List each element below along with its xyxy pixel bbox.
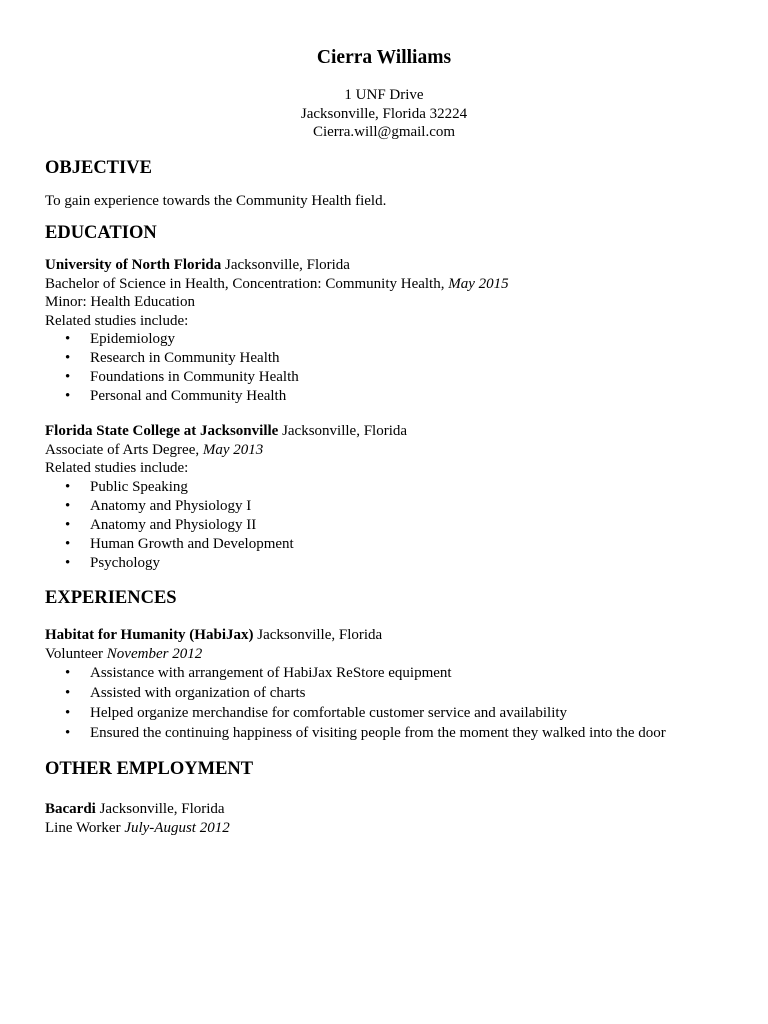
course-list	[45, 330, 735, 406]
degree-text: Associate of Arts Degree,	[45, 441, 203, 458]
list-item: • Research in Community Health	[45, 349, 735, 368]
org-location: Jacksonville, Florida	[253, 627, 383, 643]
school-name: University of North Florida	[45, 257, 222, 273]
experiences-heading: EXPERIENCES	[45, 588, 177, 608]
education-entry-fscj	[45, 422, 735, 573]
role-line	[45, 645, 735, 664]
resume-name: Cierra Williams	[316, 47, 452, 68]
list-item: • Helped organize merchandise for comfortable customer service and availability	[45, 703, 735, 723]
list-item: • Foundations in Community Health	[45, 368, 735, 387]
role-line	[45, 819, 735, 838]
contact-email: Cierra.will@gmail.com	[312, 124, 456, 140]
employment-entry	[45, 800, 735, 837]
education-heading: EDUCATION	[45, 223, 157, 243]
degree-line	[45, 441, 735, 460]
objective-heading: OBJECTIVE	[45, 158, 152, 178]
degree-date: May 2015	[448, 275, 509, 292]
degree-line	[45, 275, 735, 294]
degree-date: May 2013	[202, 441, 264, 458]
related-studies-label: Related studies include:	[45, 312, 189, 329]
course-list	[45, 478, 735, 573]
contact-address: 1 UNF Drive	[344, 87, 424, 103]
role-date: July-August 2012	[124, 819, 230, 836]
experience-entry	[45, 626, 735, 743]
org-location: Jacksonville, Florida	[95, 801, 225, 817]
experience-org-line	[45, 626, 735, 645]
employment-org-line	[45, 800, 735, 819]
objective-text-block	[45, 192, 735, 211]
list-item: • Public Speaking	[45, 478, 735, 497]
list-item: • Anatomy and Physiology II	[45, 516, 735, 535]
role-text: Line Worker	[45, 819, 125, 836]
contact-city: Jacksonville, Florida 32224	[300, 105, 468, 122]
list-item: • Epidemiology	[45, 330, 735, 349]
other-employment-heading: OTHER EMPLOYMENT	[45, 759, 254, 779]
list-item: • Assistance with arrangement of HabiJax ReStore equipment	[45, 663, 735, 683]
list-item: • Psychology	[45, 554, 735, 573]
school-location: Jacksonville, Florida	[278, 423, 408, 439]
list-item: • Anatomy and Physiology I	[45, 497, 735, 516]
education-school-line	[45, 422, 735, 441]
list-item: • Human Growth and Development	[45, 535, 735, 554]
minor-line: Minor: Health Education	[45, 294, 195, 310]
role-date: November 2012	[106, 645, 203, 662]
org-name: Habitat for Humanity (HabiJax)	[45, 627, 254, 643]
org-name: Bacardi	[45, 801, 96, 817]
duties-list	[45, 663, 735, 743]
education-entry-unf	[45, 256, 735, 406]
related-studies-label: Related studies include:	[45, 460, 189, 476]
list-item: • Assisted with organization of charts	[45, 683, 735, 703]
school-location: Jacksonville, Florida	[221, 257, 350, 273]
education-school-line	[45, 256, 735, 275]
school-name: Florida State College at Jacksonville	[45, 423, 279, 439]
role-text: Volunteer	[45, 645, 107, 662]
objective-text: To gain experience towards the Community Health field.	[45, 193, 387, 209]
degree-text: Bachelor of Science in Health, Concentration: Community Health,	[45, 275, 449, 292]
contact-block	[0, 86, 768, 142]
list-item: • Ensured the continuing happiness of visiting people from the moment they walked into the door	[45, 723, 735, 743]
list-item: • Personal and Community Health	[45, 387, 735, 406]
